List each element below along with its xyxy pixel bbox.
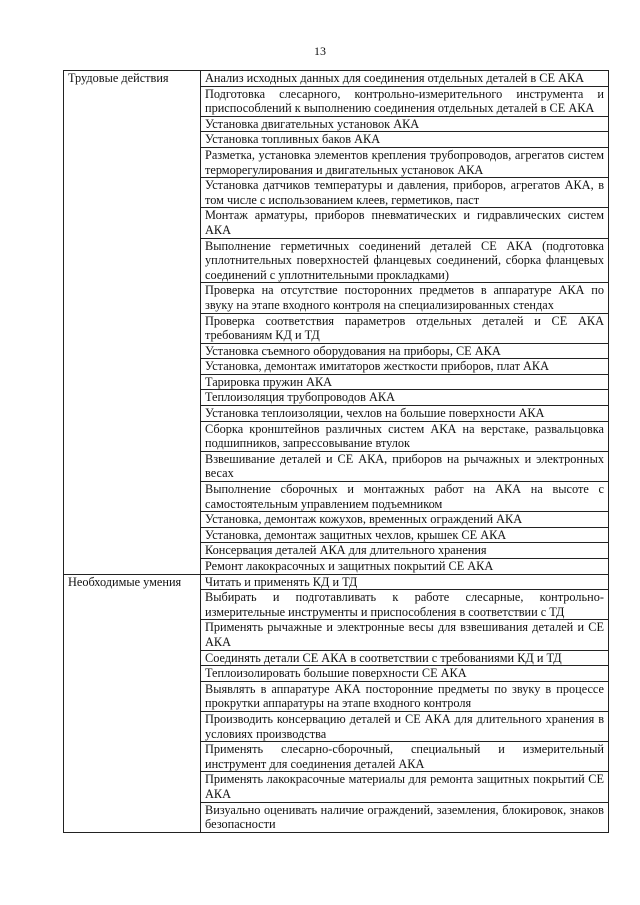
item-text: Производить консервацию деталей и СЕ АКА для длительного хранения в условиях производства	[201, 711, 609, 741]
item-text: Консервация деталей АКА для длительного хранения	[201, 543, 609, 559]
item-text: Применять лакокрасочные материалы для ремонта защитных покрытий СЕ АКА	[201, 772, 609, 802]
item-text: Установка, демонтаж защитных чехлов, крышек СЕ АКА	[201, 527, 609, 543]
item-text: Взвешивание деталей и СЕ АКА, приборов на рычажных и электронных весах	[201, 451, 609, 481]
item-text: Визуально оценивать наличие ограждений, заземления, блокировок, знаков безопасности	[201, 802, 609, 832]
item-text: Анализ исходных данных для соединения отдельных деталей в СЕ АКА	[201, 71, 609, 87]
item-text: Установка датчиков температуры и давления, приборов, агрегатов АКА, в том числе с использованием клеев, герметиков, паст	[201, 178, 609, 208]
item-text: Проверка на отсутствие посторонних предметов в аппаратуре АКА по звуку на этапе входного контроля на специализированных стендах	[201, 283, 609, 313]
item-text: Проверка соответствия параметров отдельных деталей и СЕ АКА требованиям КД и ТД	[201, 313, 609, 343]
section-label: Необходимые умения	[64, 574, 201, 832]
item-text: Установка топливных баков АКА	[201, 132, 609, 148]
item-text: Соединять детали СЕ АКА в соответствии с требованиями КД и ТД	[201, 650, 609, 666]
item-text: Сборка кронштейнов различных систем АКА на верстаке, развальцовка подшипников, запрессовывание втулок	[201, 421, 609, 451]
table-row	[64, 574, 609, 590]
item-text: Монтаж арматуры, приборов пневматических и гидравлических систем АКА	[201, 208, 609, 238]
item-text: Установка двигательных установок АКА	[201, 116, 609, 132]
item-text: Установка, демонтаж имитаторов жесткости приборов, плат АКА	[201, 359, 609, 375]
item-text: Ремонт лакокрасочных и защитных покрытий СЕ АКА	[201, 559, 609, 575]
item-text: Установка съемного оборудования на приборы, СЕ АКА	[201, 343, 609, 359]
item-text: Установка, демонтаж кожухов, временных ограждений АКА	[201, 512, 609, 528]
item-text: Выявлять в аппаратуре АКА посторонние предметы по звуку в процессе прокрутки аппаратуры на этапе входного контроля	[201, 681, 609, 711]
item-text: Выполнение сборочных и монтажных работ на АКА на высоте с самостоятельным управлением подъемником	[201, 482, 609, 512]
item-text: Теплоизоляция трубопроводов АКА	[201, 390, 609, 406]
item-text: Установка теплоизоляции, чехлов на большие поверхности АКА	[201, 406, 609, 422]
item-text: Читать и применять КД и ТД	[201, 574, 609, 590]
item-text: Подготовка слесарного, контрольно-измерительного инструмента и приспособлений к выполнению соединения отдельных деталей в СЕ АКА	[201, 86, 609, 116]
table-row	[64, 71, 609, 87]
section-label: Трудовые действия	[64, 71, 201, 575]
item-text: Выполнение герметичных соединений деталей СЕ АКА (подготовка уплотнительных поверхностей фланцевых соединений, сборка фланцевых соединений с уплотнительными прокладками)	[201, 238, 609, 283]
item-text: Разметка, установка элементов крепления трубопроводов, агрегатов систем терморегулирования и двигательных установок АКА	[201, 147, 609, 177]
page-number: 13	[314, 44, 326, 58]
item-text: Применять рычажные и электронные весы для взвешивания деталей и СЕ АКА	[201, 620, 609, 650]
item-text: Теплоизолировать большие поверхности СЕ АКА	[201, 666, 609, 682]
item-text: Тарировка пружин АКА	[201, 374, 609, 390]
item-text: Выбирать и подготавливать к работе слесарные, контрольно-измерительные инструменты и приспособления в соответствии с ТД	[201, 590, 609, 620]
item-text: Применять слесарно-сборочный, специальный и измерительный инструмент для соединения деталей АКА	[201, 742, 609, 772]
table-body	[64, 71, 609, 833]
requirements-table	[63, 70, 609, 833]
